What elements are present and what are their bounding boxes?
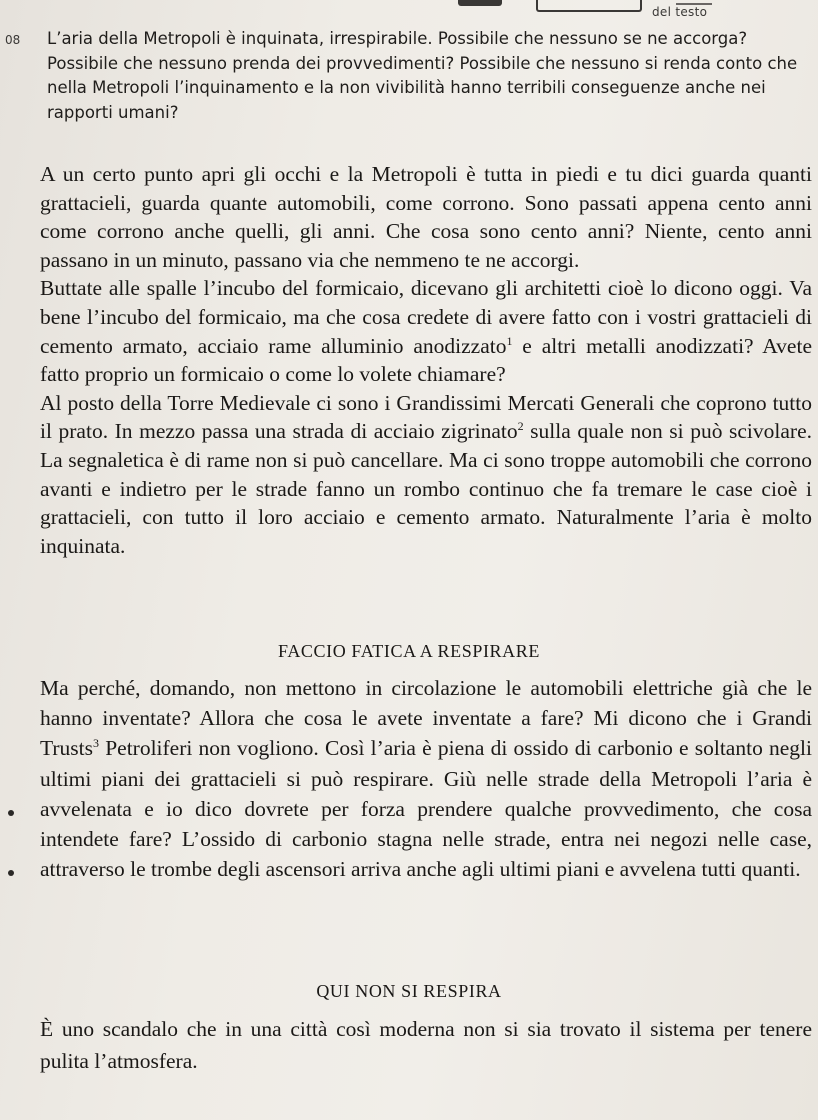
margin-mark bbox=[8, 810, 14, 816]
paragraph-5: È uno scandalo che in una città così moderna non si sia trovato il sistema per tenere pulita l’atmosfera. bbox=[40, 1017, 812, 1073]
section-heading-2: QUI NON SI RESPIRA bbox=[316, 981, 502, 1001]
footnote-ref-1: 1 bbox=[506, 333, 513, 348]
paragraph-2-part-a: Buttate alle spalle l’incubo del formicaio, dicevano gli architetti cioè lo dicono oggi. Va bene l’incubo del formicaio, ma che cosa credete di avere fatto con i vostri grattacieli di cemento armato, acciaio rame alluminio anodizzato bbox=[40, 276, 812, 358]
section-heading-2-wrap bbox=[0, 981, 818, 1002]
paragraph-4-part-a: Ma perché, domando, non mettono in circolazione le automobili elettriche già che le hanno inventate? Allora che cosa le avete inventate a fare? Mi dicono che i Grandi Trusts bbox=[40, 676, 812, 761]
header-ornament bbox=[458, 0, 502, 6]
header-label: del testo bbox=[652, 5, 708, 19]
paragraph-3-part-a: Al posto della Torre Medievale ci sono i Grandissimi Mercati Generali che coprono tutto il prato. In mezzo passa una strada di acciaio zigrinato bbox=[40, 390, 812, 444]
paragraph-4 bbox=[40, 673, 812, 884]
footnote-ref-3: 3 bbox=[93, 736, 99, 751]
paragraph-3 bbox=[40, 389, 812, 561]
section-1 bbox=[40, 160, 812, 560]
intro-paragraph: L’aria della Metropoli è inquinata, irrespirabile. Possibile che nessuno se ne accorga? Possibile che nessuno prenda dei provvedimenti? Possibile che nessuno si renda conto che nella Metropoli l’inquinamento e la non vivibilità hanno terribili conseguenze anche nei rapporti umani? bbox=[47, 29, 798, 122]
section-heading-1: FACCIO FATICA A RESPIRARE bbox=[278, 641, 540, 661]
paragraph-3-part-b: sulla quale non si può scivolare. La segnaletica è di rame non si può cancellare. Ma ci sono troppe automobili che corrono avanti e indietro per le strade fanno un rombo continuo che fa tremare le case cioè i grattacieli, con tutto il loro acciaio e cemento armato. Naturalmente l’aria è molto inquinata. bbox=[40, 419, 812, 558]
margin-mark bbox=[8, 870, 14, 876]
top-bar bbox=[0, 0, 818, 22]
section-heading-1-wrap bbox=[0, 641, 818, 662]
paragraph-2 bbox=[40, 274, 812, 388]
paragraph-4-part-b: Petroliferi non vogliono. Così l’aria è piena di ossido di carbonio e soltanto negli ultimi piani dei grattacieli si può respirare. Giù nelle strade della Metropoli l’aria è avvelenata e io dico dovrete per forza prendere qualche provvedimento, che cosa intendete fare? L’ossido di carbonio stagna nelle strade, entra nei negozi nelle case, attraverso le trombe degli ascensori arriva anche agli ultimi piani e avvelena tutti quanti. bbox=[40, 736, 812, 882]
footnote-ref-2: 2 bbox=[517, 419, 524, 434]
paragraph-2-part-b: e altri metalli anodizzati? Avete fatto proprio un formicaio o come lo volete chiamare? bbox=[40, 333, 812, 387]
paragraph-1: A un certo punto apri gli occhi e la Metropoli è tutta in piedi e tu dici guarda quanti grattacieli, guarda quante automobili, come corrono. Sono passati appena cento anni come corrono anche quelli, gli anni. Che cosa sono cento anni? Niente, cento anni passano in un minuto, passano via che nemmeno te ne accorgi. bbox=[40, 162, 812, 272]
line-number: 08 bbox=[5, 33, 21, 47]
header-rule bbox=[536, 0, 642, 12]
